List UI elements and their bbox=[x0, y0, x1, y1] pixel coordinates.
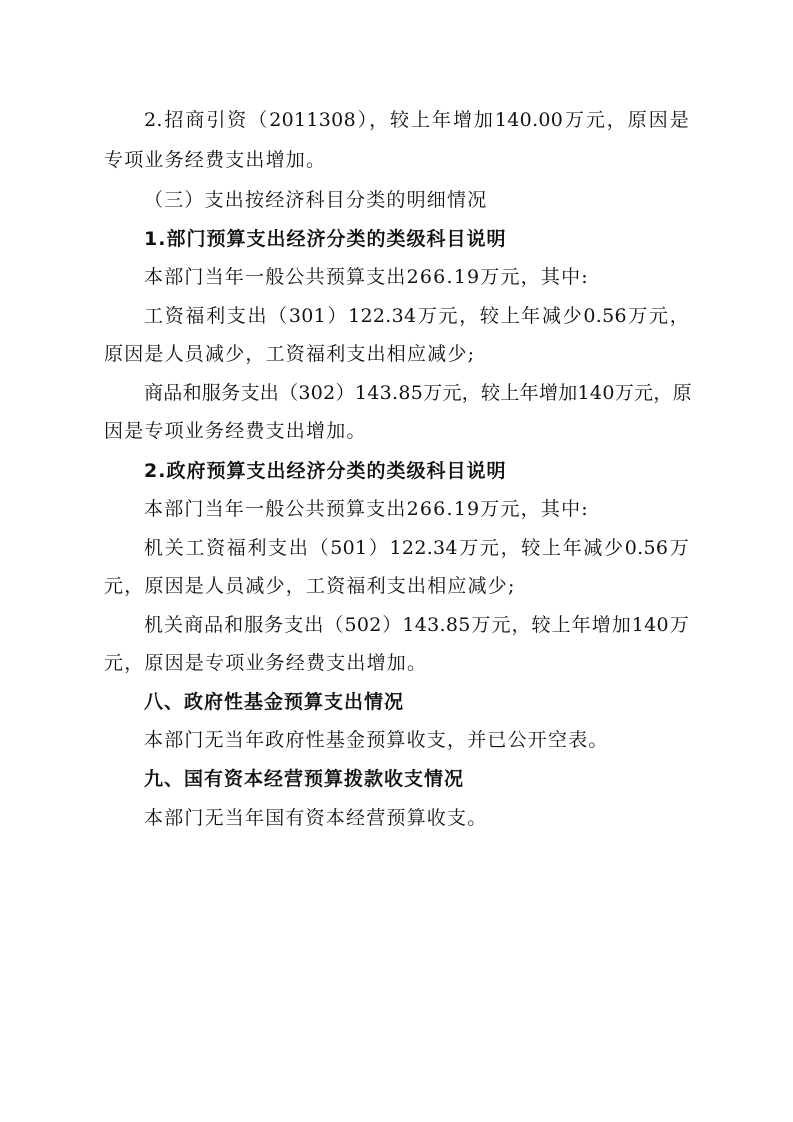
sub1-heading: 1.部门预算支出经济分类的类级科目说明 bbox=[144, 228, 507, 250]
sub1-para1-line-2: 原因是人员减少，工资福利支出相应减少; bbox=[104, 343, 476, 365]
sub1-para2-line-1: 商品和服务支出（302）143.85万元，较上年增加140万元，原 bbox=[144, 382, 692, 404]
sub2-para1-line-1: 机关工资福利支出（501）122.34万元，较上年减少0.56万 bbox=[144, 537, 689, 559]
item2-line-1: 2.招商引资（2011308），较上年增加140.00万元，原因是 bbox=[144, 109, 689, 131]
sub1-para1-line-1: 工资福利支出（301）122.34万元，较上年减少0.56万元， bbox=[144, 305, 689, 327]
section8-text: 本部门无当年政府性基金预算收支，并已公开空表。 bbox=[144, 729, 609, 751]
sub2-para2-line-1: 机关商品和服务支出（502）143.85万元，较上年增加140万 bbox=[144, 614, 689, 636]
section9-heading: 九、国有资本经营预算拨款收支情况 bbox=[144, 768, 465, 790]
sub1-total: 本部门当年一般公共预算支出266.19万元，其中: bbox=[144, 266, 589, 288]
section8-heading: 八、政府性基金预算支出情况 bbox=[144, 691, 405, 713]
sub2-para1-line-2: 元，原因是人员减少，工资福利支出相应减少; bbox=[104, 575, 516, 597]
sub2-heading: 2.政府预算支出经济分类的类级科目说明 bbox=[144, 460, 507, 482]
item2-line-2: 专项业务经费支出增加。 bbox=[104, 149, 327, 171]
section3-heading: （三）支出按经济科目分类的明细情况 bbox=[144, 189, 488, 211]
section9-text: 本部门无当年国有资本经营预算收支。 bbox=[144, 807, 488, 829]
sub1-para2-line-2: 因是专项业务经费支出增加。 bbox=[104, 420, 367, 442]
sub2-total: 本部门当年一般公共预算支出266.19万元，其中: bbox=[144, 498, 589, 520]
sub2-para2-line-2: 元，原因是专项业务经费支出增加。 bbox=[104, 652, 428, 674]
